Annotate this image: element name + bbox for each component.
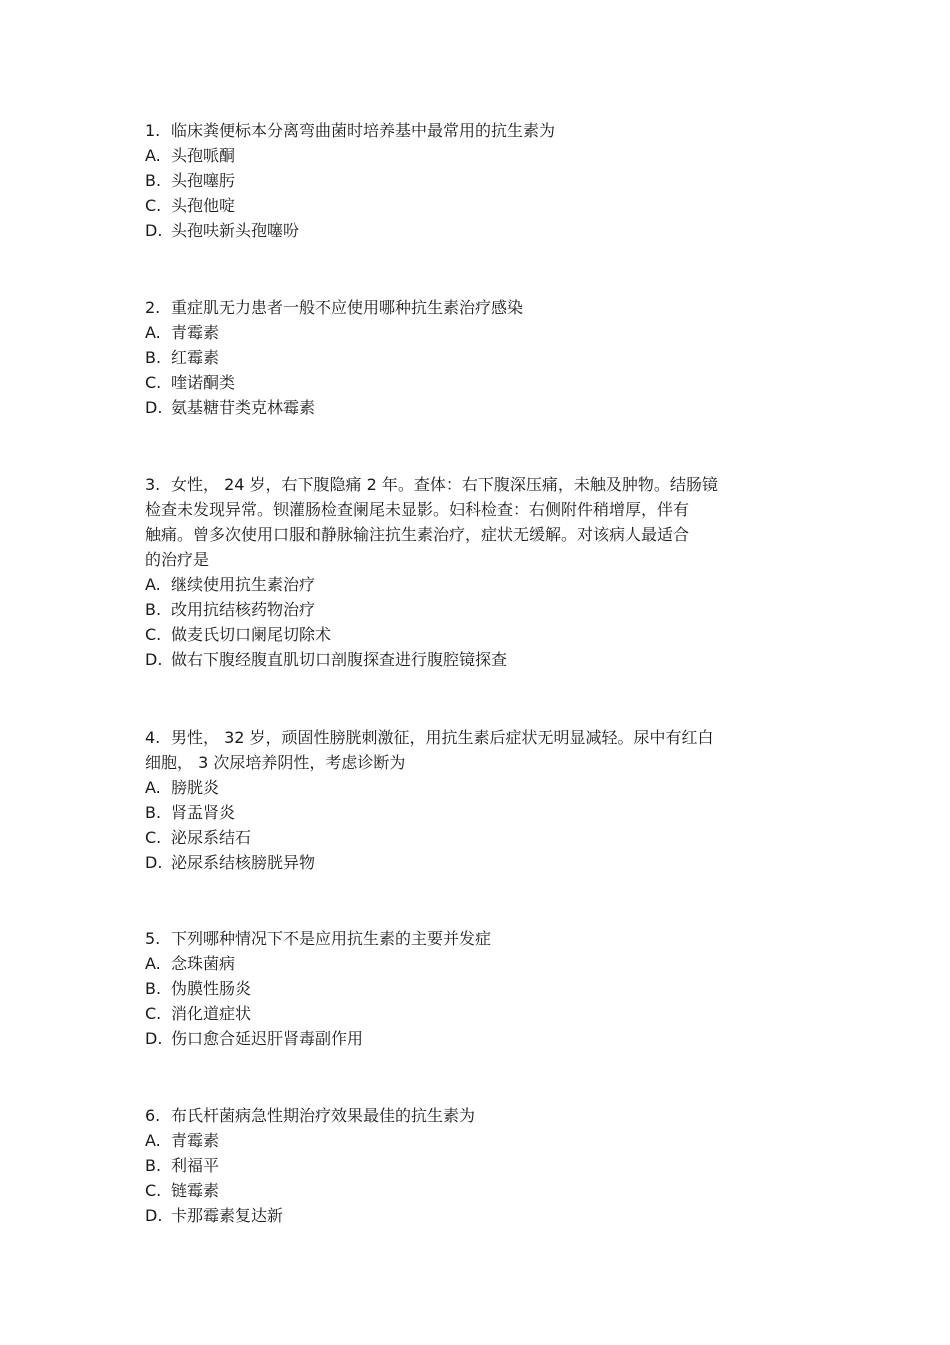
option-text: 做右下腹经腹直肌切口剖腹探查进行腹腔镜探查 [171, 650, 508, 669]
question-number: 2. [145, 298, 161, 317]
question-number: 5. [145, 929, 161, 948]
option-text: 青霉素 [171, 323, 220, 342]
option-text: 泌尿系结石 [171, 828, 252, 847]
question-number: 1. [145, 121, 161, 140]
option-c [145, 1178, 795, 1203]
option-letter: B. [145, 803, 162, 822]
option-text: 红霉素 [171, 348, 220, 367]
option-letter: D. [145, 1029, 163, 1048]
option-b [145, 800, 795, 825]
option-c [145, 193, 795, 218]
option-c [145, 825, 795, 850]
question-5 [145, 926, 795, 1051]
stem-text: 触痛。曾多次使用口服和静脉输注抗生素治疗，症状无缓解。对该病人最适合 [145, 525, 690, 544]
option-text: 喹诺酮类 [171, 373, 236, 392]
option-letter: D. [145, 853, 163, 872]
option-b [145, 597, 795, 622]
option-letter: A. [145, 1131, 161, 1150]
option-text: 改用抗结核药物治疗 [171, 600, 316, 619]
option-c [145, 622, 795, 647]
stem-text: 检查未发现异常。钡灌肠检查阑尾未显影。妇科检查：右侧附件稍增厚，伴有 [145, 500, 690, 519]
stem-text: 布氏杆菌病急性期治疗效果最佳的抗生素为 [171, 1106, 476, 1125]
option-text: 伪膜性肠炎 [171, 979, 252, 998]
option-a [145, 572, 795, 597]
question-1 [145, 118, 795, 243]
option-text: 继续使用抗生素治疗 [171, 575, 316, 594]
option-text: 头孢呋新头孢噻吩 [171, 221, 300, 240]
option-letter: A. [145, 146, 161, 165]
question-number: 6. [145, 1106, 161, 1125]
option-letter: C. [145, 1181, 162, 1200]
stem-text: 临床粪便标本分离弯曲菌时培养基中最常用的抗生素为 [171, 121, 556, 140]
option-b [145, 168, 795, 193]
option-text: 念珠菌病 [171, 954, 236, 973]
option-letter: A. [145, 778, 161, 797]
option-a [145, 775, 795, 800]
question-stem-continued [145, 497, 795, 522]
option-text: 肾盂肾炎 [171, 803, 236, 822]
question-number: 3. [145, 475, 161, 494]
question-number: 4. [145, 728, 161, 747]
option-d [145, 218, 795, 243]
option-text: 利福平 [171, 1156, 220, 1175]
option-letter: A. [145, 323, 161, 342]
option-letter: B. [145, 1156, 162, 1175]
option-a [145, 143, 795, 168]
option-letter: A. [145, 954, 161, 973]
stem-text: 重症肌无力患者一般不应使用哪种抗生素治疗感染 [171, 298, 524, 317]
option-text: 做麦氏切口阑尾切除术 [171, 625, 332, 644]
option-letter: D. [145, 650, 163, 669]
option-text: 泌尿系结核膀胱异物 [171, 853, 316, 872]
option-letter: D. [145, 1206, 163, 1225]
option-text: 青霉素 [171, 1131, 220, 1150]
option-d [145, 850, 795, 875]
option-letter: B. [145, 600, 162, 619]
option-text: 消化道症状 [171, 1004, 252, 1023]
option-letter: B. [145, 171, 162, 190]
option-letter: B. [145, 348, 162, 367]
question-stem [145, 725, 795, 750]
option-text: 卡那霉素复达新 [171, 1206, 284, 1225]
option-text: 氨基糖苷类克林霉素 [171, 398, 316, 417]
option-c [145, 1001, 795, 1026]
option-letter: C. [145, 828, 162, 847]
question-stem [145, 118, 795, 143]
option-a [145, 1128, 795, 1153]
question-stem [145, 1103, 795, 1128]
question-2 [145, 295, 795, 420]
option-c [145, 370, 795, 395]
option-a [145, 951, 795, 976]
option-d [145, 1203, 795, 1228]
option-letter: C. [145, 196, 162, 215]
stem-text: 的治疗是 [145, 550, 210, 569]
question-stem-continued [145, 750, 795, 775]
option-b [145, 345, 795, 370]
option-text: 链霉素 [171, 1181, 220, 1200]
option-letter: D. [145, 398, 163, 417]
question-stem [145, 295, 795, 320]
option-text: 伤口愈合延迟肝肾毒副作用 [171, 1029, 364, 1048]
question-6 [145, 1103, 795, 1228]
question-stem-continued [145, 522, 795, 547]
stem-text: 下列哪种情况下不是应用抗生素的主要并发症 [171, 929, 492, 948]
option-text: 头孢噻肟 [171, 171, 236, 190]
option-letter: B. [145, 979, 162, 998]
option-letter: C. [145, 625, 162, 644]
question-stem [145, 926, 795, 951]
option-text: 头孢哌酮 [171, 146, 236, 165]
option-d [145, 395, 795, 420]
stem-text: 细胞， 3 次尿培养阴性，考虑诊断为 [145, 753, 406, 772]
option-letter: D. [145, 221, 163, 240]
question-stem [145, 472, 795, 497]
option-letter: C. [145, 1004, 162, 1023]
option-text: 头孢他啶 [171, 196, 236, 215]
question-stem-continued [145, 547, 795, 572]
option-text: 膀胱炎 [171, 778, 220, 797]
question-4 [145, 725, 795, 875]
option-d [145, 647, 795, 672]
option-letter: A. [145, 575, 161, 594]
stem-text: 女性， 24 岁，右下腹隐痛 2 年。查体：右下腹深压痛，未触及肿物。结肠镜 [171, 475, 718, 494]
option-b [145, 976, 795, 1001]
stem-text: 男性， 32 岁，顽固性膀胱刺激征，用抗生素后症状无明显减轻。尿中有红白 [171, 728, 714, 747]
option-d [145, 1026, 795, 1051]
option-letter: C. [145, 373, 162, 392]
option-a [145, 320, 795, 345]
option-b [145, 1153, 795, 1178]
question-3 [145, 472, 795, 672]
